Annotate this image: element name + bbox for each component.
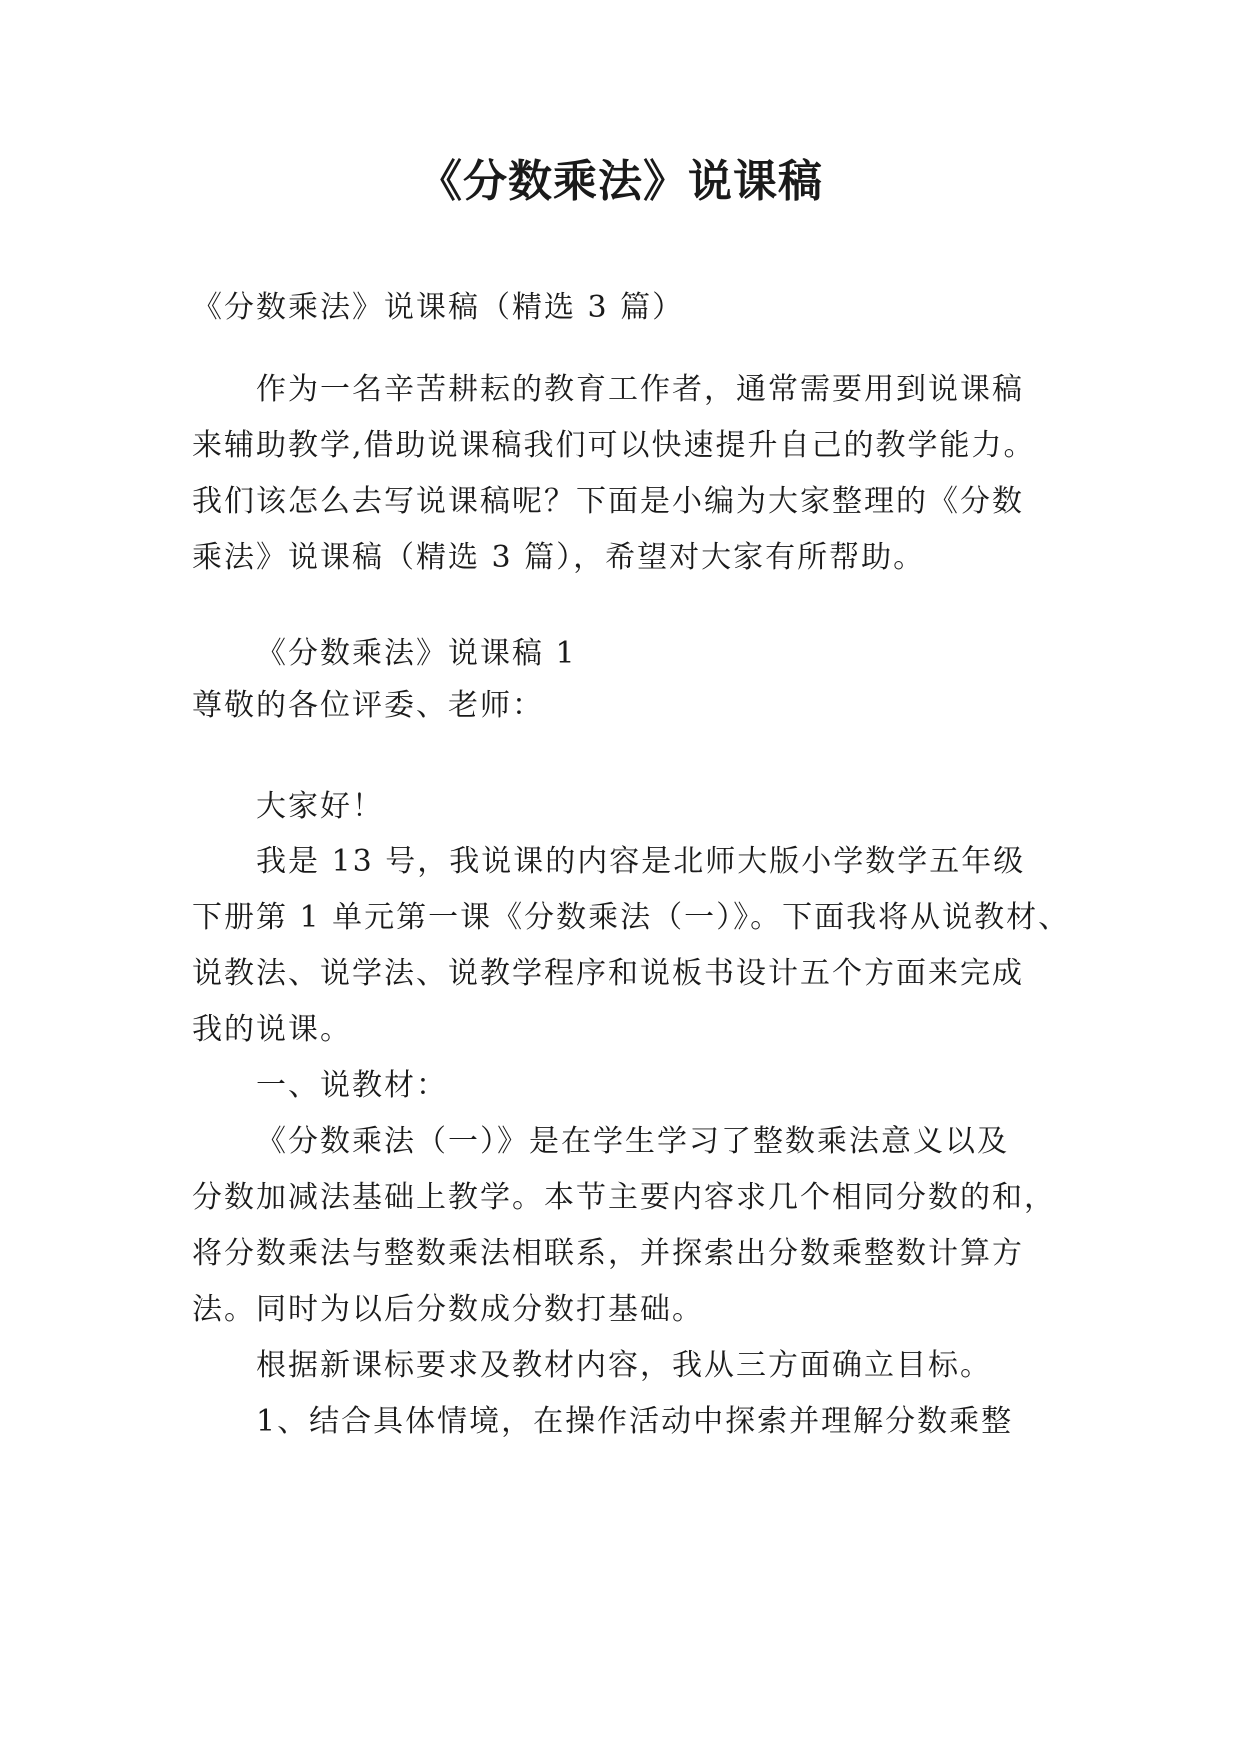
- greeting: 大家好！: [256, 789, 384, 824]
- para1-line: 我是 13 号，我说课的内容是北师大版小学数学五年级: [256, 844, 1026, 879]
- paragraph-3: 根据新课标要求及教材内容，我从三方面确立目标。: [256, 1348, 992, 1383]
- para2-line: 将分数乘法与整数乘法相联系，并探索出分数乘整数计算方: [192, 1236, 1024, 1271]
- para1-line: 说教法、说学法、说教学程序和说板书设计五个方面来完成: [192, 956, 1024, 991]
- section-heading: 《分数乘法》说课稿 1: [256, 636, 577, 671]
- document-title: 《分数乘法》说课稿: [418, 156, 823, 207]
- part1-heading: 一、说教材：: [256, 1068, 448, 1103]
- intro-line: 我们该怎么去写说课稿呢？下面是小编为大家整理的《分数: [192, 484, 1024, 519]
- goal-1-line: 1、结合具体情境，在操作活动中探索并理解分数乘整: [256, 1404, 1014, 1439]
- para2-line: 《分数乘法（一）》是在学生学习了整数乘法意义以及: [256, 1124, 1009, 1159]
- salutation: 尊敬的各位评委、老师：: [192, 688, 544, 723]
- intro-line: 乘法》说课稿（精选 3 篇），希望对大家有所帮助。: [192, 540, 926, 575]
- para1-line: 我的说课。: [192, 1012, 352, 1047]
- document-subtitle: 《分数乘法》说课稿（精选 3 篇）: [192, 290, 685, 325]
- para2-line: 法。同时为以后分数成分数打基础。: [192, 1292, 704, 1327]
- para1-line: 下册第 1 单元第一课《分数乘法（一）》。下面我将从说教材、: [192, 900, 1071, 935]
- intro-line: 作为一名辛苦耕耘的教育工作者，通常需要用到说课稿: [256, 372, 1024, 407]
- para2-line: 分数加减法基础上教学。本节主要内容求几个相同分数的和，: [192, 1180, 1056, 1215]
- intro-line: 来辅助教学,借助说课稿我们可以快速提升自己的教学能力。: [192, 428, 1036, 463]
